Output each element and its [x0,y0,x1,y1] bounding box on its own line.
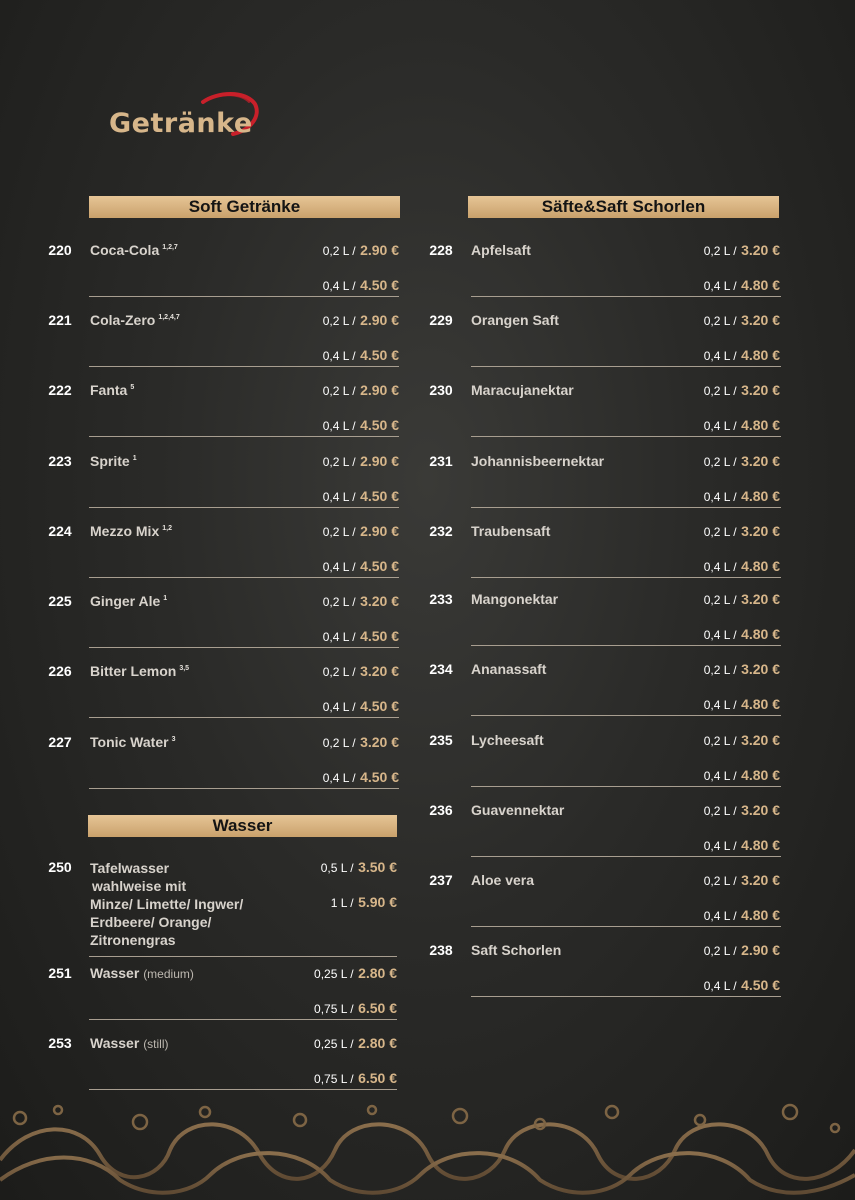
item-name [90,965,194,981]
item-name [471,591,558,607]
item-number: 238 [429,942,453,958]
divider-line [471,856,781,857]
item-number: 232 [429,523,453,539]
item-number: 250 [48,859,72,875]
item-name [471,382,574,398]
item-number: 233 [429,591,453,607]
price-line [321,859,397,877]
item-number: 227 [48,734,72,750]
volume: 0,4 L / [322,771,356,785]
price: 2.90 € [360,312,399,328]
volume: 0,75 L / [314,1002,354,1016]
divider-line [471,507,781,508]
additive-codes: 1,2,7 [162,244,178,251]
volume: 0,2 L / [322,525,356,539]
price: 4.80 € [741,417,780,433]
price-line [323,698,399,716]
price-line [314,1070,397,1088]
divider-line [89,296,399,297]
price: 2.90 € [741,942,780,958]
price-line [323,488,399,506]
item-name-text: Aloe vera [471,872,535,888]
item-name [471,802,564,818]
volume: 0,4 L / [322,279,356,293]
price: 4.50 € [360,628,399,644]
volume: 0,2 L / [703,314,737,328]
item-name [90,663,189,679]
page-title: Getränke [109,108,253,139]
volume: 0,4 L / [703,419,737,433]
divider-line [89,647,399,648]
volume: 0,2 L / [703,244,737,258]
additive-codes: 3,5 [179,665,190,672]
price: 2.90 € [360,453,399,469]
item-name [90,312,180,328]
volume: 0,5 L / [320,861,354,875]
price: 4.50 € [741,977,780,993]
item-name-text: Maracujanektar [471,382,574,398]
price-line [704,523,780,541]
item-name-text: Fanta [90,382,128,398]
price-line [704,872,780,890]
price: 3.20 € [360,663,399,679]
divider-line [471,436,781,437]
divider-line [89,366,399,367]
item-number: 222 [48,382,72,398]
item-name-text: Cola-Zero [90,312,156,328]
price-line [704,558,780,576]
item-number: 226 [48,663,72,679]
item-name-text: Ananassaft [471,661,547,677]
item-name [471,242,531,258]
volume: 0,4 L / [703,909,737,923]
volume: 0,2 L / [703,384,737,398]
price-line [704,907,780,925]
volume: 0,25 L / [314,1037,354,1051]
price-line [323,382,399,400]
volume: 0,4 L / [322,700,356,714]
item-number: 231 [429,453,453,469]
divider-line [89,507,399,508]
item-number: 228 [429,242,453,258]
price: 3.20 € [741,732,780,748]
additive-codes: 1,2,4,7 [158,314,180,321]
item-name-text: Orangen Saft [471,312,559,328]
item-number: 237 [429,872,453,888]
price: 3.20 € [741,591,780,607]
price: 3.20 € [741,523,780,539]
item-name [90,734,175,750]
price-line [704,767,780,785]
wasser-section-header: Wasser [88,815,397,837]
price: 4.50 € [360,277,399,293]
price-line [323,242,399,260]
price: 4.50 € [360,488,399,504]
volume: 1 L / [330,896,354,910]
item-name-text: Saft Schorlen [471,942,562,958]
price-line [704,591,780,609]
price: 6.50 € [358,1000,397,1016]
price: 4.50 € [360,347,399,363]
price-line [704,732,780,750]
price-line [314,1000,397,1018]
price-line [323,769,399,787]
volume: 0,4 L / [703,979,737,993]
price: 2.90 € [360,242,399,258]
price: 4.80 € [741,626,780,642]
item-number: 251 [48,965,72,981]
volume: 0,2 L / [703,455,737,469]
price-line [323,593,399,611]
price: 4.80 € [741,696,780,712]
volume: 0,4 L / [703,698,737,712]
item-name [471,661,546,677]
item-name [471,942,561,958]
volume: 0,2 L / [703,804,737,818]
price: 3.20 € [741,661,780,677]
price: 4.80 € [741,277,780,293]
price-line [323,277,399,295]
item-number: 224 [48,523,72,539]
item-name-text: Tonic Water [90,734,169,750]
item-name [90,1035,169,1051]
item-name [90,593,167,609]
item-number: 236 [429,802,453,818]
price: 2.80 € [358,1035,397,1051]
price-line [704,417,780,435]
volume: 0,4 L / [703,349,737,363]
volume: 0,2 L / [703,663,737,677]
item-name-text: Ginger Ale [90,593,161,609]
price-line [323,347,399,365]
price-line [323,628,399,646]
price-line [704,626,780,644]
description-line: Minze/ Limette/ Ingwer/ [90,896,244,912]
divider-line [471,577,781,578]
volume: 0,4 L / [703,839,737,853]
volume: 0,4 L / [322,630,356,644]
item-name-text: Mezzo Mix [90,523,160,539]
item-name [471,453,604,469]
volume: 0,4 L / [322,349,356,363]
price-line [704,977,780,995]
item-name-text: Traubensaft [471,523,551,539]
volume: 0,2 L / [322,736,356,750]
price: 3.20 € [741,382,780,398]
price: 4.80 € [741,907,780,923]
volume: 0,4 L / [703,490,737,504]
volume: 0,2 L / [322,665,356,679]
price-line [704,837,780,855]
volume: 0,4 L / [322,419,356,433]
item-number: 229 [429,312,453,328]
volume: 0,2 L / [322,455,356,469]
item-number: 235 [429,732,453,748]
price: 3.20 € [741,242,780,258]
price: 4.80 € [741,767,780,783]
item-name-text: Wasser [90,965,140,981]
price-line [704,488,780,506]
volume: 0,2 L / [703,874,737,888]
description-line: wahlweise mit [92,878,187,894]
price-line [323,453,399,471]
item-number: 225 [48,593,72,609]
price: 4.80 € [741,347,780,363]
price-line [704,661,780,679]
volume: 0,4 L / [703,769,737,783]
price-line [704,242,780,260]
item-name [471,732,544,748]
price-line [323,558,399,576]
price: 3.20 € [360,734,399,750]
item-note: (medium) [143,967,194,981]
price: 2.90 € [360,523,399,539]
divider-line [471,926,781,927]
divider-line [471,366,781,367]
price-line [323,417,399,435]
volume: 0,25 L / [314,967,354,981]
item-number: 221 [48,312,72,328]
volume: 0,4 L / [703,560,737,574]
item-name [90,382,134,398]
item-number: 220 [48,242,72,258]
item-name [90,453,137,469]
soft-section-header: Soft Getränke [89,196,400,218]
volume: 0,2 L / [703,944,737,958]
volume: 0,2 L / [322,314,356,328]
price-line [323,312,399,330]
item-name-text: Mangonektar [471,591,559,607]
price-line [704,453,780,471]
divider-line [471,715,781,716]
price: 3.50 € [358,859,397,875]
price-line [704,696,780,714]
price: 4.80 € [741,558,780,574]
price: 5.90 € [358,894,397,910]
item-number: 230 [429,382,453,398]
divider-line [89,1089,397,1090]
price: 4.50 € [360,558,399,574]
price: 2.90 € [360,382,399,398]
divider-line [89,436,399,437]
volume: 0,2 L / [322,244,356,258]
price: 4.50 € [360,698,399,714]
volume: 0,4 L / [322,560,356,574]
volume: 0,2 L / [703,525,737,539]
price-line [314,1035,397,1053]
item-name-text: Bitter Lemon [90,663,177,679]
price: 3.20 € [741,802,780,818]
item-note: (still) [143,1037,169,1051]
item-name-text: Wasser [90,1035,140,1051]
price-line [331,894,397,912]
item-name [90,242,178,258]
description-line: Tafelwasser [90,860,170,876]
description-line: Zitronengras [90,932,176,948]
price-line [704,942,780,960]
additive-codes: 1 [163,595,168,602]
price-line [704,277,780,295]
wave-pattern-decoration [0,1100,855,1200]
price: 3.20 € [360,593,399,609]
volume: 0,2 L / [322,384,356,398]
additive-codes: 1 [132,455,137,462]
item-name-text: Lycheesaft [471,732,544,748]
saefte-section-header: Säfte&Saft Schorlen [468,196,779,218]
item-number: 223 [48,453,72,469]
price: 3.20 € [741,453,780,469]
divider-line [89,788,399,789]
description-line: Erdbeere/ Orange/ [90,914,212,930]
price: 2.80 € [358,965,397,981]
price-line [323,663,399,681]
volume: 0,4 L / [703,628,737,642]
price-line [323,523,399,541]
price: 3.20 € [741,872,780,888]
divider-line [471,786,781,787]
divider-line [471,996,781,997]
price: 4.50 € [360,417,399,433]
price: 4.80 € [741,837,780,853]
volume: 0,2 L / [322,595,356,609]
item-name [471,872,534,888]
item-name-text: Apfelsaft [471,242,531,258]
item-number: 234 [429,661,453,677]
item-name-text: Sprite [90,453,130,469]
divider-line [89,1019,397,1020]
additive-codes: 3 [171,736,176,743]
price-line [704,312,780,330]
divider-line [89,717,399,718]
volume: 0,4 L / [703,279,737,293]
item-name-text: Coca-Cola [90,242,160,258]
volume: 0,75 L / [314,1072,354,1086]
item-name-text: Guavennektar [471,802,565,818]
price-line [323,734,399,752]
price-line [704,802,780,820]
item-name [471,312,559,328]
price: 4.80 € [741,488,780,504]
price: 4.50 € [360,769,399,785]
divider-line [471,296,781,297]
volume: 0,4 L / [322,490,356,504]
item-number: 253 [48,1035,72,1051]
divider-line [89,577,399,578]
volume: 0,2 L / [703,734,737,748]
price-line [704,382,780,400]
tafelwasser-description [90,859,243,949]
divider-line [471,645,781,646]
item-name-text: Johannisbeernektar [471,453,605,469]
additive-codes: 5 [130,384,135,391]
price: 3.20 € [741,312,780,328]
price: 6.50 € [358,1070,397,1086]
price-line [314,965,397,983]
price-line [704,347,780,365]
item-name [471,523,550,539]
additive-codes: 1,2 [162,525,172,532]
item-name [90,523,172,539]
volume: 0,2 L / [703,593,737,607]
divider-line [89,956,397,957]
